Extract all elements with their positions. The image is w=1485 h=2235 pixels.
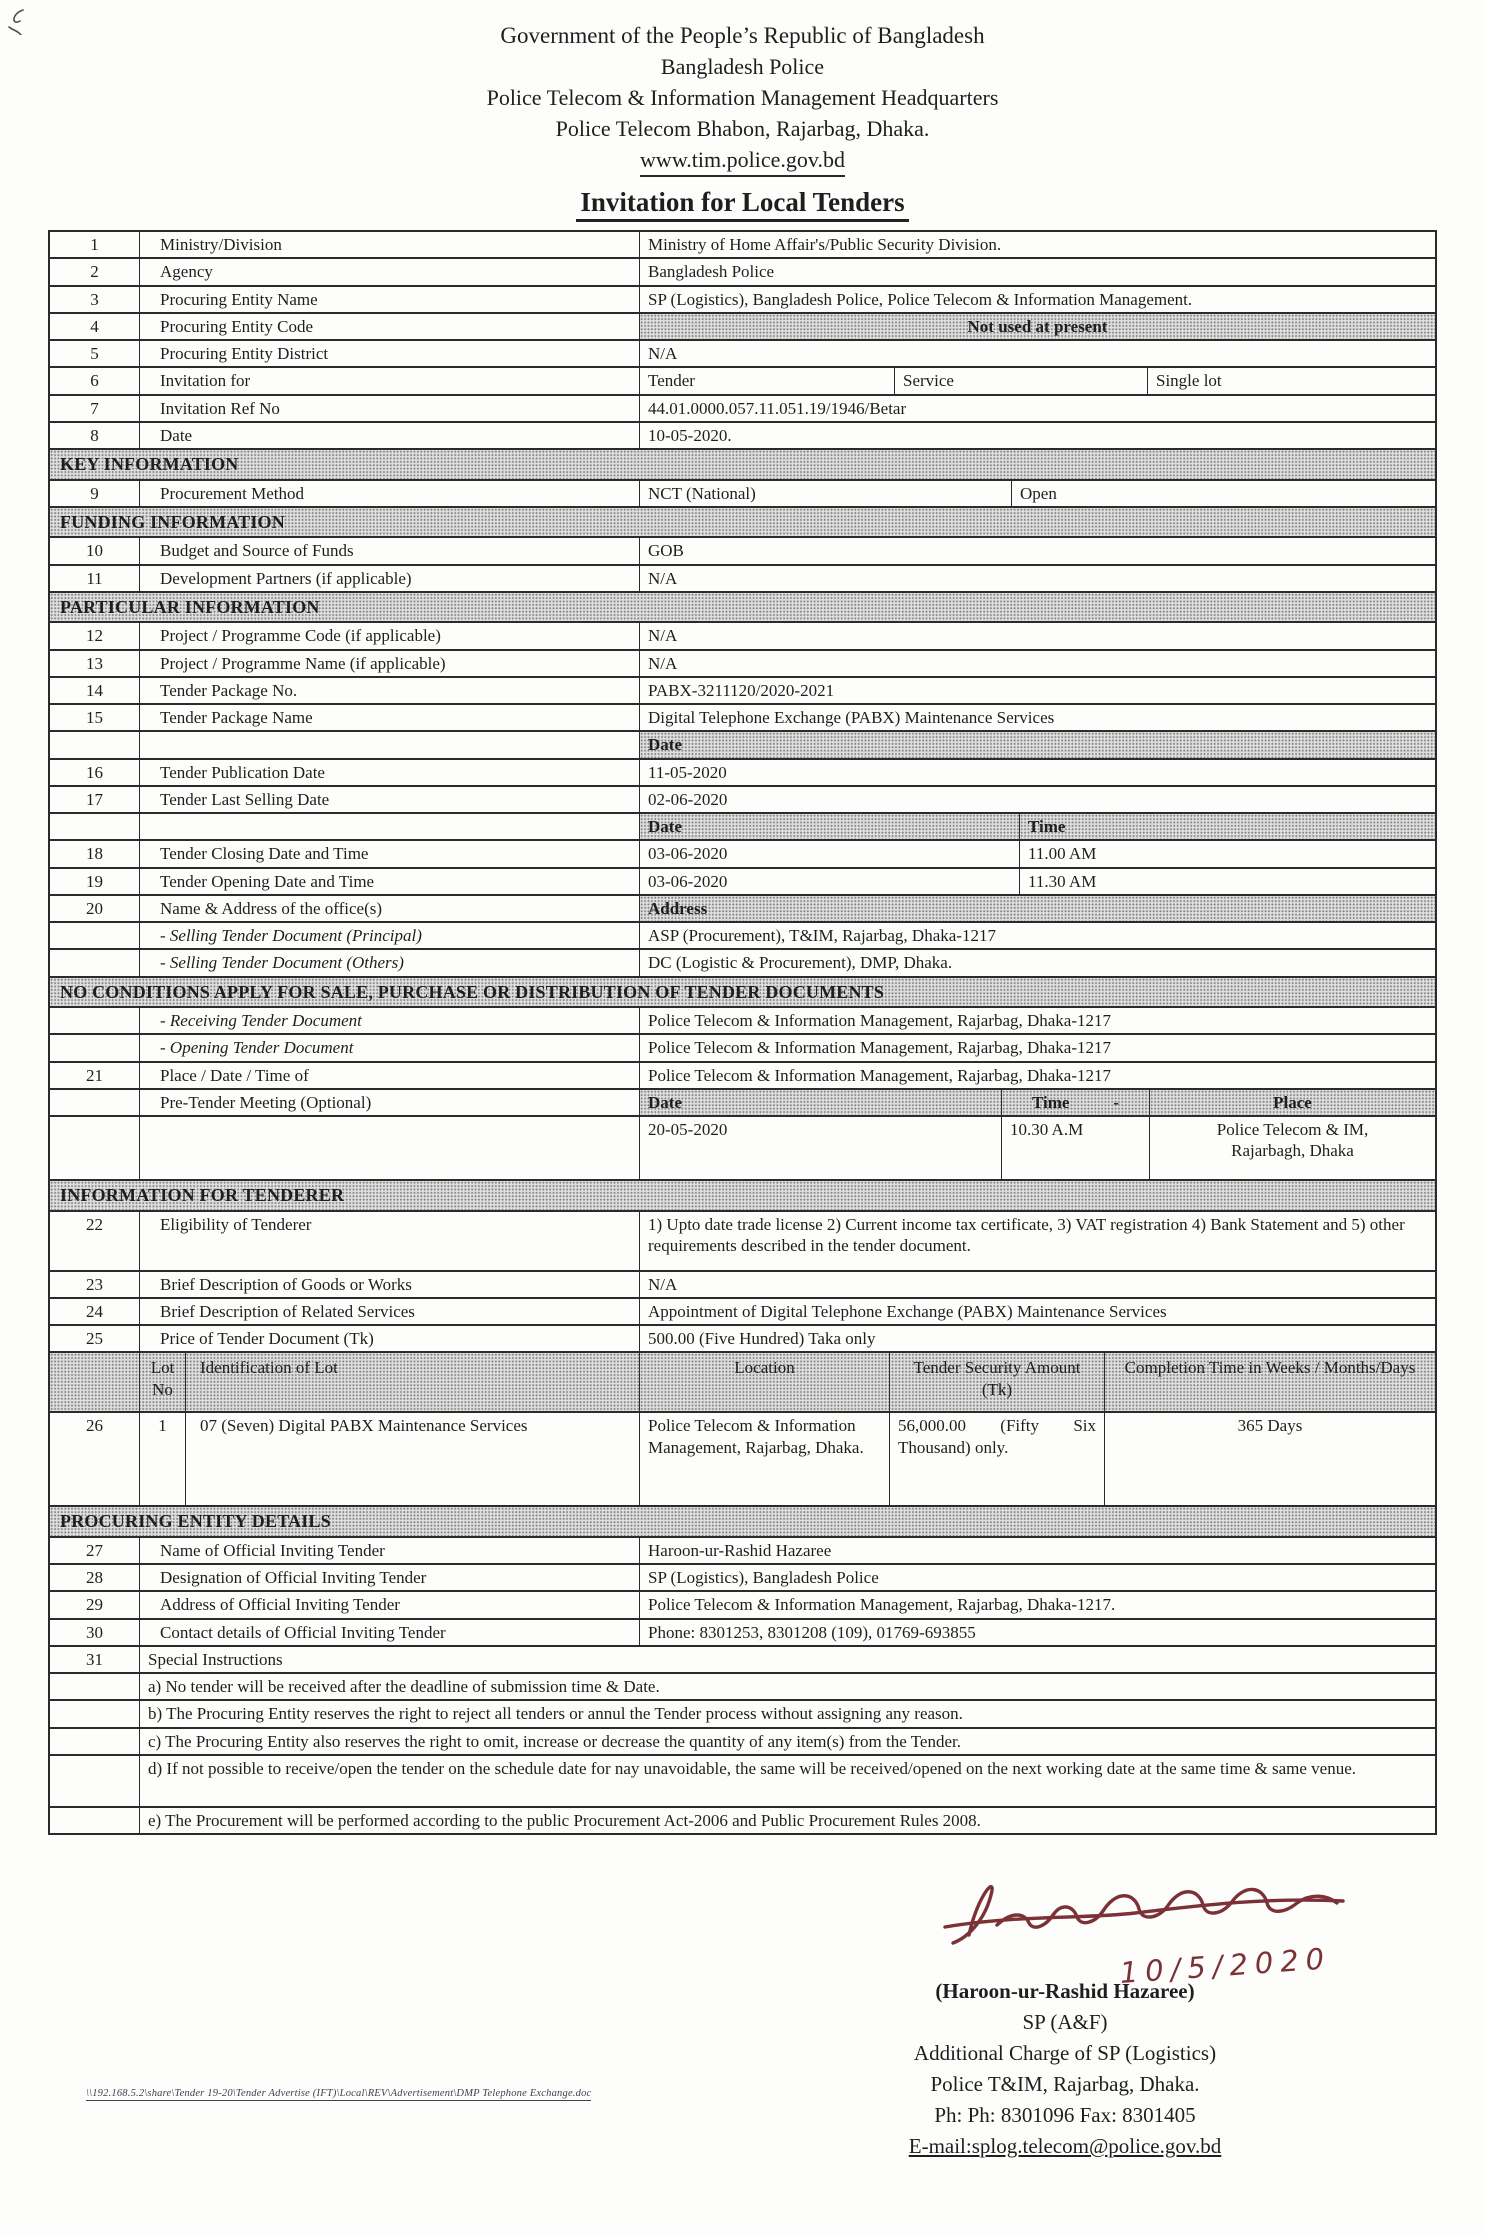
row-label: Ministry/Division xyxy=(140,232,640,257)
lot-completion-cell: 365 Days xyxy=(1237,1416,1303,1436)
table-row xyxy=(50,1326,1435,1353)
row-number-empty xyxy=(50,1808,140,1833)
table-row xyxy=(50,1063,1435,1090)
row-value: N/A xyxy=(648,344,678,363)
row-value: N/A xyxy=(648,653,678,673)
section-header-row xyxy=(50,978,1435,1009)
table-row xyxy=(50,1592,1435,1619)
row-number-empty xyxy=(50,1008,140,1033)
row-label: Brief Description of Related Services xyxy=(140,1299,640,1324)
date-column-header: Date xyxy=(640,814,1020,839)
row-number: 6 xyxy=(50,368,140,393)
section-header: NO CONDITIONS APPLY FOR SALE, PURCHASE OR DISTRIBUTION OF TENDER DOCUMENTS xyxy=(50,978,1435,1007)
row-number-empty xyxy=(50,923,140,948)
table-row xyxy=(50,923,1435,950)
row-number: 21 xyxy=(50,1063,140,1088)
row-label: Eligibility of Tenderer xyxy=(140,1212,640,1270)
row-number-empty xyxy=(50,814,140,839)
table-row xyxy=(50,787,1435,814)
row-label: Procuring Entity District xyxy=(140,341,640,366)
row-number: 8 xyxy=(50,423,140,448)
meeting-place-line2: Rajarbagh, Dhaka xyxy=(1231,1141,1354,1161)
row-label: Tender Package No. xyxy=(140,678,640,703)
table-row xyxy=(50,705,1435,732)
table-row xyxy=(50,287,1435,314)
meeting-time-header xyxy=(1002,1090,1150,1115)
row-number: 31 xyxy=(50,1647,140,1672)
table-row xyxy=(50,651,1435,678)
section-header: FUNDING INFORMATION xyxy=(50,508,1435,537)
row-number: 4 xyxy=(50,314,140,339)
lot-location-header: Location xyxy=(640,1353,890,1411)
time-column-header: Time xyxy=(1020,814,1435,839)
meeting-date-cell: 20-05-2020 xyxy=(640,1117,1002,1179)
row-label: - Selling Tender Document (Principal) xyxy=(140,923,640,948)
row-value: SP (Logistics), Bangladesh Police xyxy=(648,1568,879,1587)
row-number-empty xyxy=(50,1117,140,1179)
row-label: Designation of Official Inviting Tender xyxy=(140,1565,640,1590)
meeting-place-line1: Police Telecom & IM, xyxy=(1216,1120,1369,1139)
row-value: Appointment of Digital Telephone Exchange (PABX) Maintenance Services xyxy=(648,1301,1167,1321)
row-value: Ministry of Home Affair's/Public Security Division. xyxy=(648,235,1002,254)
table-row xyxy=(50,1008,1435,1035)
row-label: Pre-Tender Meeting (Optional) xyxy=(140,1090,640,1115)
instruction-row xyxy=(50,1729,1435,1756)
lot-row xyxy=(50,1413,1435,1507)
table-row xyxy=(50,1117,1435,1181)
table-row xyxy=(50,869,1435,896)
row-number: 17 xyxy=(50,787,140,812)
row-number-empty xyxy=(50,1353,140,1411)
row-value: ASP (Procurement), T&IM, Rajarbag, Dhaka-1217 xyxy=(648,926,996,945)
date-column-header: Date xyxy=(640,732,1435,757)
website-link[interactable]: www.tim.police.gov.bd xyxy=(640,144,845,177)
row-label: Address of Official Inviting Tender xyxy=(140,1592,640,1617)
page-title: Invitation for Local Tenders xyxy=(576,187,908,222)
lot-security-cell: 56,000.00 (Fifty Six Thousand) only. xyxy=(890,1413,1105,1505)
row-number: 28 xyxy=(50,1565,140,1590)
row-label: Tender Closing Date and Time xyxy=(140,841,640,866)
row-number: 13 xyxy=(50,651,140,676)
row-label-empty xyxy=(140,732,640,757)
section-header: PROCURING ENTITY DETAILS xyxy=(50,1507,1435,1536)
instruction-text: d) If not possible to receive/open the tender on the schedule date for nay unavoidable, the same will be received/opened on the next working date at the same time & same venue. xyxy=(148,1758,1356,1778)
table-row xyxy=(50,1647,1435,1674)
row-number: 27 xyxy=(50,1538,140,1563)
signatory-email[interactable]: E-mail:splog.telecom@police.gov.bd xyxy=(908,2134,1222,2158)
sub-header-row xyxy=(50,814,1435,841)
header-department-line: Police Telecom & Information Management Headquarters xyxy=(486,85,999,110)
footer-filepath: \\192.168.5.2\share\Tender 19-20\Tender Advertise (IFT)\Local\REV\Advertisement\DMP Telephone Exchange.doc xyxy=(86,2088,592,2099)
row-number: 26 xyxy=(50,1413,140,1505)
table-row xyxy=(50,1565,1435,1592)
row-value: GOB xyxy=(648,541,684,561)
row-number: 29 xyxy=(50,1592,140,1617)
lot-no-header: Lot No xyxy=(140,1353,186,1411)
section-header: PARTICULAR INFORMATION xyxy=(50,593,1435,622)
table-row xyxy=(50,1035,1435,1062)
lot-identification-header: Identification of Lot xyxy=(186,1353,640,1411)
sub-header-row xyxy=(50,732,1435,759)
header-government-line: Government of the People’s Republic of Bangladesh xyxy=(500,23,985,48)
table-row xyxy=(50,950,1435,977)
row-number-empty xyxy=(50,1756,140,1806)
section-header: INFORMATION FOR TENDERER xyxy=(50,1181,1435,1210)
row-label-empty xyxy=(140,814,640,839)
table-row xyxy=(50,1272,1435,1299)
procurement-method-cell: NCT (National) xyxy=(640,481,1012,506)
row-label: - Opening Tender Document xyxy=(140,1035,640,1060)
handwritten-signature-icon xyxy=(935,1861,1355,1957)
row-number-empty xyxy=(50,732,140,757)
row-label: Budget and Source of Funds xyxy=(140,538,640,563)
opening-time-cell: 11.30 AM xyxy=(1028,871,1097,891)
title-wrap xyxy=(0,187,1485,222)
table-row xyxy=(50,896,1435,923)
table-row xyxy=(50,368,1435,395)
signatory-office: Police T&IM, Rajarbag, Dhaka. xyxy=(930,2072,1200,2096)
address-column-header: Address xyxy=(640,896,1435,921)
row-number: 3 xyxy=(50,287,140,312)
row-value: DC (Logistic & Procurement), DMP, Dhaka. xyxy=(648,953,953,973)
table-row xyxy=(50,1212,1435,1272)
row-number: 10 xyxy=(50,538,140,563)
row-value: 02-06-2020 xyxy=(648,789,728,809)
table-row xyxy=(50,678,1435,705)
meeting-time-header-label: Time xyxy=(1031,1092,1070,1112)
row-label: Procurement Method xyxy=(140,481,640,506)
row-label: Development Partners (if applicable) xyxy=(140,566,640,591)
row-value: Digital Telephone Exchange (PABX) Maintenance Services xyxy=(648,708,1055,727)
signatory-charge: Additional Charge of SP (Logistics) xyxy=(913,2041,1217,2065)
row-label: - Selling Tender Document (Others) xyxy=(140,950,640,975)
row-value: 10-05-2020. xyxy=(648,425,732,445)
section-header-row xyxy=(50,593,1435,624)
row-value: 44.01.0000.057.11.051.19/1946/Betar xyxy=(648,398,907,418)
row-label: Name & Address of the office(s) xyxy=(140,896,640,921)
row-number-empty xyxy=(50,1674,140,1699)
row-number: 18 xyxy=(50,841,140,866)
instruction-row xyxy=(50,1808,1435,1833)
instruction-text: c) The Procuring Entity also reserves the right to omit, increase or decrease the quantity of any item(s) from the Tender. xyxy=(148,1731,961,1751)
row-number-empty xyxy=(50,950,140,975)
table-row xyxy=(50,423,1435,450)
opening-date-cell: 03-06-2020 xyxy=(640,869,1020,894)
invitation-category-cell: Service xyxy=(895,368,1148,393)
row-value: N/A xyxy=(648,1274,678,1294)
row-number: 19 xyxy=(50,869,140,894)
signatory-name: (Haroon-ur-Rashid Hazaree) xyxy=(935,1979,1195,2003)
row-number: 16 xyxy=(50,760,140,785)
row-number-empty xyxy=(50,1090,140,1115)
row-label: Invitation Ref No xyxy=(140,396,640,421)
signatory-rank: SP (A&F) xyxy=(1022,2010,1108,2034)
table-row xyxy=(50,1538,1435,1565)
doc-header xyxy=(0,0,1485,177)
row-number: 23 xyxy=(50,1272,140,1297)
row-value: Police Telecom & Information Management, Rajarbag, Dhaka-1217 xyxy=(648,1011,1112,1030)
row-value: Bangladesh Police xyxy=(648,262,775,282)
row-value: N/A xyxy=(648,568,678,588)
section-header: KEY INFORMATION xyxy=(50,450,1435,479)
lot-header-row xyxy=(50,1353,1435,1413)
tender-table xyxy=(48,230,1437,1835)
row-label: Contact details of Official Inviting Tender xyxy=(140,1620,640,1645)
row-number: 9 xyxy=(50,481,140,506)
closing-date-cell: 03-06-2020 xyxy=(640,841,1020,866)
row-label: Name of Official Inviting Tender xyxy=(140,1538,640,1563)
row-number: 24 xyxy=(50,1299,140,1324)
handwritten-date: 10/5/2020 xyxy=(1118,1941,1333,1991)
row-value: Phone: 8301253, 8301208 (109), 01769-693855 xyxy=(648,1622,976,1642)
row-value: Police Telecom & Information Management, Rajarbag, Dhaka-1217. xyxy=(648,1595,1116,1615)
lot-identification-cell: 07 (Seven) Digital PABX Maintenance Services xyxy=(186,1413,640,1505)
row-label: Tender Opening Date and Time xyxy=(140,869,640,894)
row-value: SP (Logistics), Bangladesh Police, Police Telecom & Information Management. xyxy=(648,289,1193,309)
row-label: Brief Description of Goods or Works xyxy=(140,1272,640,1297)
section-header-row xyxy=(50,1507,1435,1538)
row-value: PABX-3211120/2020-2021 xyxy=(648,680,835,700)
signatory-phone: Ph: Ph: 8301096 Fax: 8301405 xyxy=(934,2103,1196,2127)
row-label: Procuring Entity Name xyxy=(140,287,640,312)
instruction-row xyxy=(50,1756,1435,1808)
row-number: 22 xyxy=(50,1212,140,1270)
table-row xyxy=(50,538,1435,565)
table-row xyxy=(50,1299,1435,1326)
table-row xyxy=(50,623,1435,650)
row-number: 14 xyxy=(50,678,140,703)
instruction-row xyxy=(50,1701,1435,1728)
row-value: 1) Upto date trade license 2) Current income tax certificate, 3) VAT registration 4) Bank Statement and 5) other requirements described in the tender document. xyxy=(648,1214,1405,1255)
lot-location-cell: Police Telecom & Information Management, Rajarbag, Dhaka. xyxy=(640,1413,890,1505)
meeting-date-header: Date xyxy=(640,1090,1002,1115)
table-row xyxy=(50,396,1435,423)
section-header-row xyxy=(50,450,1435,481)
header-agency-line: Bangladesh Police xyxy=(660,54,825,79)
row-number-empty xyxy=(50,1701,140,1726)
closing-time-cell: 11.00 AM xyxy=(1028,844,1097,864)
invitation-type-cell: Tender xyxy=(640,368,895,393)
instruction-text: a) No tender will be received after the deadline of submission time & Date. xyxy=(148,1677,660,1696)
row-number: 25 xyxy=(50,1326,140,1351)
row-number: 12 xyxy=(50,623,140,648)
signature-block xyxy=(795,1861,1335,2162)
table-row xyxy=(50,566,1435,593)
row-label: Procuring Entity Code xyxy=(140,314,640,339)
table-row xyxy=(50,841,1435,868)
row-value: N/A xyxy=(648,626,678,646)
row-label-empty xyxy=(140,1117,640,1179)
lot-security-header: Tender Security Amount (Tk) xyxy=(890,1353,1105,1411)
row-label: Project / Programme Name (if applicable) xyxy=(140,651,640,676)
pen-mark-icon xyxy=(4,5,30,35)
table-row xyxy=(50,481,1435,508)
section-header-row xyxy=(50,1181,1435,1212)
table-row xyxy=(50,314,1435,341)
row-number-empty xyxy=(50,1035,140,1060)
row-number: 20 xyxy=(50,896,140,921)
lot-completion-header: Completion Time in Weeks / Months/Days xyxy=(1124,1358,1416,1378)
row-number: 1 xyxy=(50,232,140,257)
invitation-lot-cell: Single lot xyxy=(1156,371,1222,391)
meeting-time-cell: 10.30 A.M xyxy=(1002,1117,1150,1179)
row-value: Police Telecom & Information Management, Rajarbag, Dhaka-1217 xyxy=(648,1065,1112,1085)
procurement-mode-cell: Open xyxy=(1020,483,1057,503)
row-label: Place / Date / Time of xyxy=(140,1063,640,1088)
table-row xyxy=(50,760,1435,787)
section-header-row xyxy=(50,508,1435,539)
row-value: Not used at present xyxy=(640,314,1435,339)
row-label: Tender Last Selling Date xyxy=(140,787,640,812)
table-row xyxy=(50,259,1435,286)
meeting-place-header: Place xyxy=(1150,1090,1435,1115)
row-label: Date xyxy=(140,423,640,448)
table-row xyxy=(50,341,1435,368)
instruction-text: e) The Procurement will be performed according to the public Procurement Act-2006 and Public Procurement Rules 2008. xyxy=(148,1810,981,1830)
meeting-place-cell xyxy=(1150,1117,1435,1179)
row-number: 2 xyxy=(50,259,140,284)
row-label: Tender Publication Date xyxy=(140,760,640,785)
row-number: 30 xyxy=(50,1620,140,1645)
row-value: Haroon-ur-Rashid Hazaree xyxy=(648,1540,832,1560)
row-value: 500.00 (Five Hundred) Taka only xyxy=(648,1329,876,1348)
sub-header-row xyxy=(50,1090,1435,1117)
row-label: Project / Programme Code (if applicable) xyxy=(140,623,640,648)
instruction-row xyxy=(50,1674,1435,1701)
row-label: Tender Package Name xyxy=(140,705,640,730)
scan-dash-mark: - xyxy=(1113,1092,1120,1112)
row-label: - Receiving Tender Document xyxy=(140,1008,640,1033)
table-row xyxy=(50,232,1435,259)
row-value: Police Telecom & Information Management, Rajarbag, Dhaka-1217 xyxy=(648,1038,1112,1058)
row-label: Agency xyxy=(140,259,640,284)
row-value: 11-05-2020 xyxy=(648,762,727,782)
lot-no-cell: 1 xyxy=(140,1413,186,1505)
row-number: 7 xyxy=(50,396,140,421)
row-number-empty xyxy=(50,1729,140,1754)
instruction-text: b) The Procuring Entity reserves the right to reject all tenders or annul the Tender process without assigning any reason. xyxy=(148,1704,963,1724)
row-label: Special Instructions xyxy=(148,1649,283,1669)
table-row xyxy=(50,1620,1435,1647)
row-label: Price of Tender Document (Tk) xyxy=(140,1326,640,1351)
row-number: 15 xyxy=(50,705,140,730)
row-label: Invitation for xyxy=(140,368,640,393)
row-number: 11 xyxy=(50,566,140,591)
header-address-line: Police Telecom Bhabon, Rajarbag, Dhaka. xyxy=(555,116,930,141)
row-number: 5 xyxy=(50,341,140,366)
